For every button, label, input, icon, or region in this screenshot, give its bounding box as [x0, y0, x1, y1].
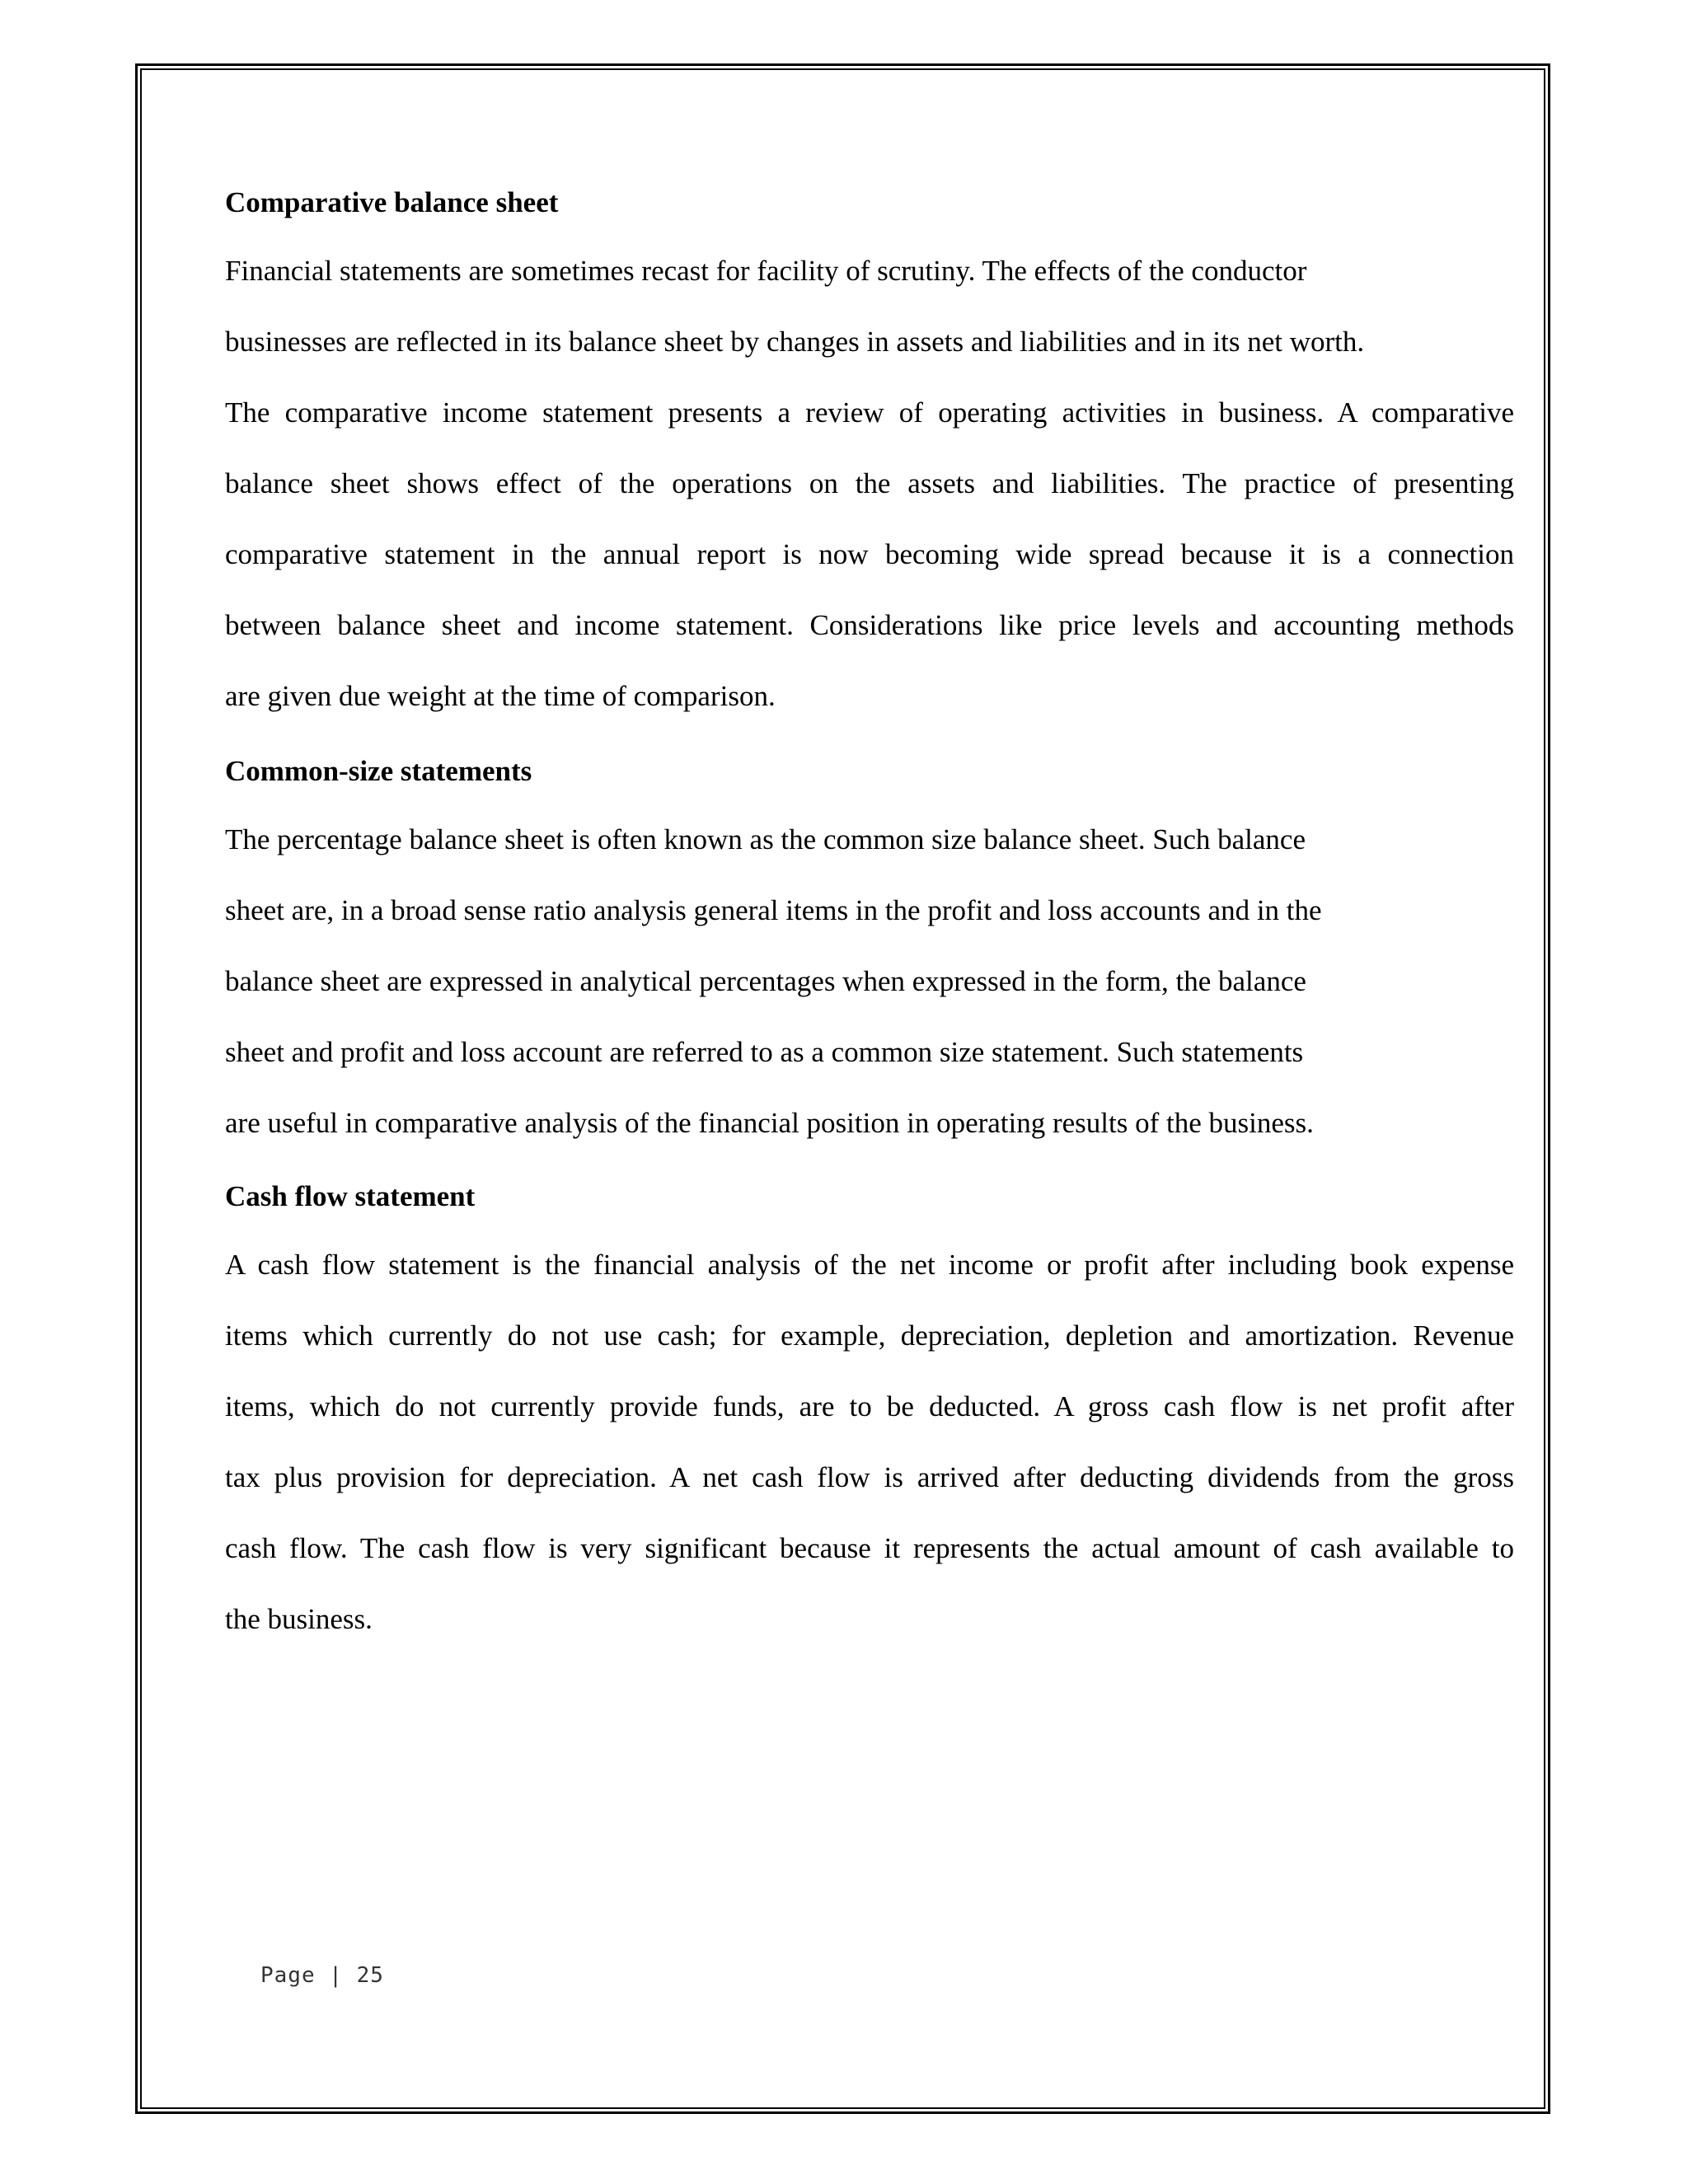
paragraph-line: businesses are reflected in its balance sheet by changes in assets and liabilities and in its net worth.: [225, 326, 1365, 358]
paragraph-line: The percentage balance sheet is often known as the common size balance sheet. Such balance: [225, 823, 1306, 855]
paragraph-line: sheet and profit and loss account are referred to as a common size statement. Such statements: [225, 1036, 1304, 1068]
paragraph-line: tax plus provision for depreciation. A net cash flow is arrived after deducting dividends from the gross: [225, 1461, 1514, 1493]
paragraph-line: items which currently do not use cash; for example, depreciation, depletion and amortization. Revenue: [225, 1319, 1514, 1352]
paragraph-line: items, which do not currently provide funds, are to be deducted. A gross cash flow is net profit after: [225, 1390, 1514, 1422]
paragraph-line: comparative statement in the annual report is now becoming wide spread because it is a connection: [225, 538, 1514, 570]
section-heading: Common-size statements: [225, 755, 532, 787]
paragraph-line: between balance sheet and income statement. Considerations like price levels and accounting methods: [225, 609, 1514, 641]
paragraph-line: sheet are, in a broad sense ratio analysis general items in the profit and loss accounts and in the: [225, 894, 1322, 926]
section-heading: Comparative balance sheet: [225, 186, 559, 218]
paragraph-line: are useful in comparative analysis of the financial position in operating results of the business.: [225, 1107, 1314, 1139]
paragraph-line: cash flow. The cash flow is very significant because it represents the actual amount of cash available to: [225, 1532, 1514, 1564]
page-border-inner: [140, 68, 1545, 2109]
paragraph-line: A cash flow statement is the financial analysis of the net income or profit after including book expense: [225, 1249, 1514, 1281]
section-heading: Cash flow statement: [225, 1180, 476, 1212]
paragraph-line: balance sheet are expressed in analytical percentages when expressed in the form, the balance: [225, 965, 1306, 997]
paragraph-line: are given due weight at the time of comparison.: [225, 680, 776, 712]
paragraph-line: balance sheet shows effect of the operations on the assets and liabilities. The practice of presenting: [225, 467, 1514, 499]
page-number: Page | 25: [260, 1963, 384, 1988]
paragraph-line: The comparative income statement presents a review of operating activities in business. A comparative: [225, 396, 1514, 429]
paragraph-line: Financial statements are sometimes recast for facility of scrutiny. The effects of the conductor: [225, 255, 1307, 287]
paragraph-line: the business.: [225, 1603, 373, 1635]
